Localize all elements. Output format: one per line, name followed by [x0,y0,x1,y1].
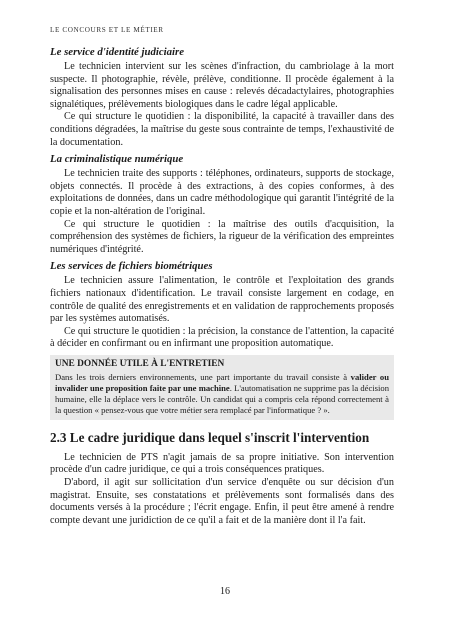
page-number: 16 [220,586,230,597]
paragraph: Le technicien traite des supports : téléphones, ordinateurs, supports de stockage, objets connectés. Il procède à des extractions, à des copies conformes, à des exploitations de données, dans un cadre méthodologique qui garantit l'intégrité de la copie et la non-altération de l'original. [50,168,394,217]
paragraph: Le technicien de PTS n'agit jamais de sa propre initiative. Son intervention procède d'un cadre juridique, ce qui a trois conséquences pratiques. [50,451,394,476]
page-content [50,46,394,527]
callout-box [50,355,394,420]
section-heading-cadre-juridique: 2.3 Le cadre juridique dans lequel s'inscrit l'intervention [50,429,370,445]
paragraph: D'abord, il agit sur sollicitation d'un service d'enquête ou sur décision d'un magistrat. Ensuite, ses constatations et prélèvements sont formalisés dans des documents versés à la procédure ; l'écrit engage. Enfin, il peut être amené à rendre compte devant une juridiction de ce qu'il a fait et de la manière dont il l'a fait. [50,477,394,526]
section-title-fichiers-biometriques: Les services de fichiers biométriques [50,260,213,273]
paragraph: Ce qui structure le quotidien : la précision, la constance de l'attention, la capacité à décider en confirmant ou en infirmant une proposition automatique. [50,325,394,350]
paragraph: Le technicien intervient sur les scènes d'infraction, du cambriolage à la mort suspecte. Il photographie, révèle, prélève, conditionne. Il procède également à la signalisation des personnes mises en cause : relevés décadactylaires, photographies signalétiques, prélèvements biologiques dans le cadre légal applicable. [50,61,394,110]
section-title-criminalistique-numerique: La criminalistique numérique [50,153,184,166]
callout-text-end: . L'automatisation ne supprime pas la décision humaine, elle la déplace vers le contrôle. Un candidat qui a compris cela répond correctement à la question « pensez-vous que votre métier sera remplacé par l'informatique ? ». [55,382,389,415]
callout-text [55,372,389,416]
paragraph: Ce qui structure le quotidien : la disponibilité, la capacité à travailler dans des conditions dégradées, la maîtrise du geste sous contrainte de temps, l'exhaustivité de la documentation. [50,111,394,148]
callout-text-emphasis: valider ou invalider une proposition faite par une machine [55,371,389,393]
callout-title: UNE DONNÉE UTILE À L'ENTRETIEN [55,358,225,369]
running-head: LE CONCOURS ET LE MÉTIER [50,26,164,34]
callout-text-start: Dans les trois derniers environnements, une part importante du travail consiste à [55,371,351,382]
paragraph: Le technicien assure l'alimentation, le contrôle et l'exploitation des grands fichiers nationaux d'identification. Le travail consiste largement en codage, en contrôle de qualité des enregistrements et en validation de rapprochements proposés par les systèmes automatisés. [50,275,394,325]
paragraph: Ce qui structure le quotidien : la maîtrise des outils d'acquisition, la compréhension des systèmes de fichiers, la rigueur de la vérification des empreintes numériques d'intégrité. [50,218,394,255]
section-title-identite-judiciaire: Le service d'identité judiciaire [50,46,185,58]
